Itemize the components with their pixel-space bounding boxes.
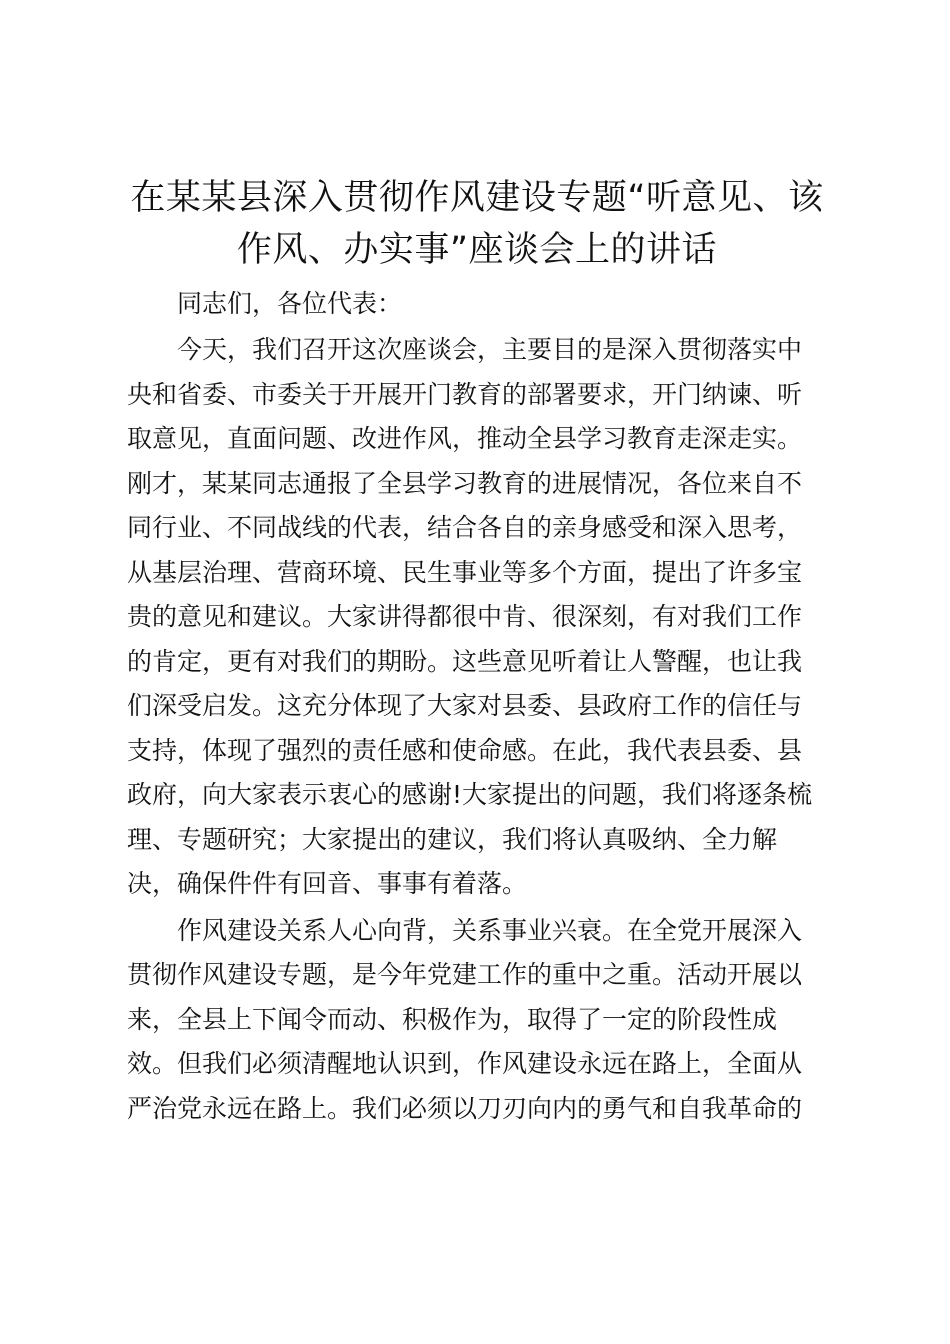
paragraph-line: 从基层治理、营商环境、民生事业等多个方面，提出了许多宝 [127, 557, 803, 587]
paragraph-line: 支持，体现了强烈的责任感和使命感。在此，我代表县委、县 [127, 735, 803, 765]
paragraph-line: 效。但我们必须清醒地认识到，作风建设永远在路上，全面从 [127, 1049, 803, 1078]
paragraph-line: 政府，向大家表示衷心的感谢!大家提出的问题，我们将逐条梳 [127, 780, 813, 809]
paragraph-line: 央和省委、市委关于开展开门教育的部署要求，开门纳谏、听 [127, 379, 803, 409]
paragraph-line: 今天，我们召开这次座谈会，主要目的是深入贯彻落实中 [177, 335, 803, 364]
title-line: 作风、办实事”座谈会上的讲话 [236, 230, 718, 270]
paragraph-line: 们深受启发。这充分体现了大家对县委、县政府工作的信任与 [127, 691, 803, 720]
paragraph-line: 决，确保件件有回音、事事有着落。 [127, 869, 528, 898]
paragraph-line: 的肯定，更有对我们的期盼。这些意见听着让人警醒，也让我 [127, 646, 803, 676]
paragraph-line: 同行业、不同战线的代表，结合各自的亲身感受和深入思考， [127, 513, 803, 542]
paragraph-line: 严治党永远在路上。我们必须以刀刃向内的勇气和自我革命的 [127, 1093, 803, 1123]
greeting-paragraph [127, 282, 827, 326]
greeting-line: 同志们，各位代表： [177, 289, 403, 318]
title-line: 在某某县深入贯彻作风建设专题“听意见、该 [130, 178, 824, 218]
paragraph-line: 贵的意见和建议。大家讲得都很中肯、很深刻，有对我们工作 [127, 602, 803, 631]
paragraph-line: 刚才，某某同志通报了全县学习教育的进展情况，各位来自不 [127, 468, 803, 498]
document-page [127, 172, 827, 1131]
paragraph-1 [127, 328, 827, 907]
paragraph-2 [127, 909, 827, 1132]
paragraph-line: 取意见，直面问题、改进作风，推动全县学习教育走深走实。 [127, 424, 803, 453]
paragraph-line: 理、专题研究；大家提出的建议，我们将认真吸纳、全力解 [127, 824, 778, 854]
paragraph-line: 贯彻作风建设专题，是今年党建工作的重中之重。活动开展以 [127, 960, 803, 989]
paragraph-line: 作风建设关系人心向背，关系事业兴衰。在全党开展深入 [177, 915, 803, 945]
paragraph-line: 来，全县上下闻令而动、积极作为，取得了一定的阶段性成 [127, 1004, 778, 1034]
document-body [127, 282, 827, 1131]
document-title [127, 172, 827, 276]
